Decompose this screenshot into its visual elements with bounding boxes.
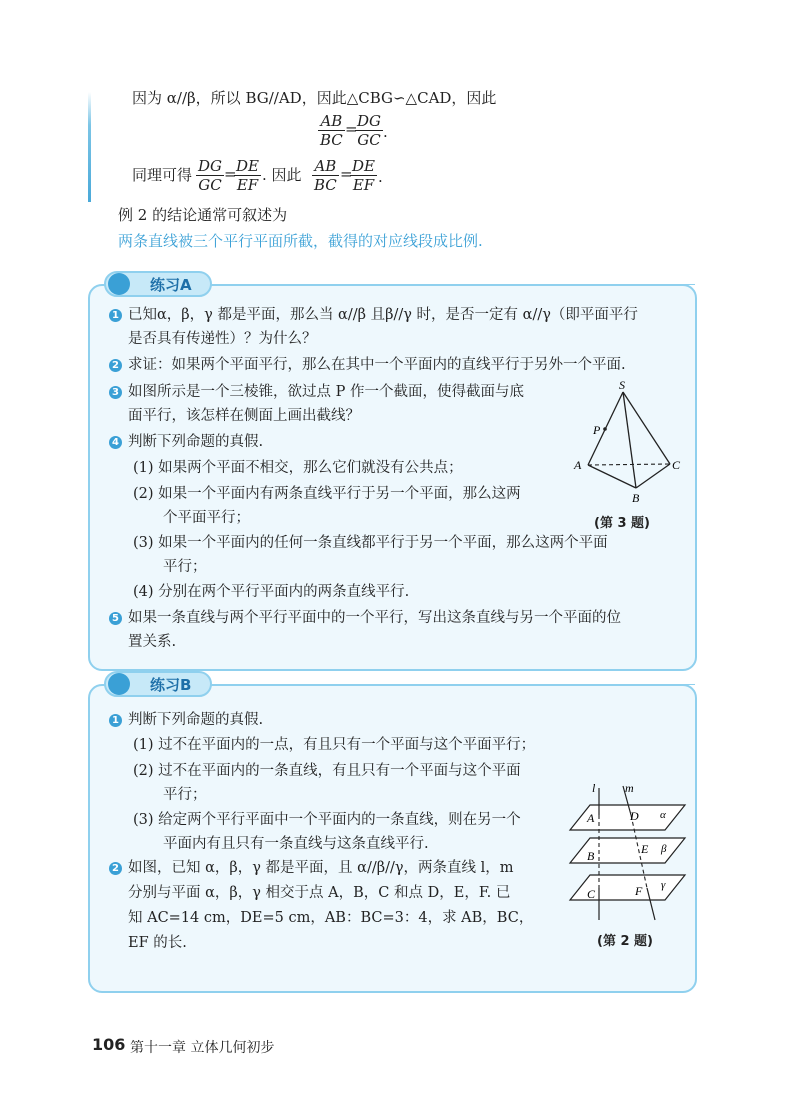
globe-icon <box>108 273 130 295</box>
question-text: 判断下列命题的真假. <box>128 434 264 450</box>
question-number-badge: 2 <box>109 862 122 875</box>
frac-num: DE <box>352 157 375 175</box>
question-text: 如图，已知 α，β，γ 都是平面，且 α//β//γ，两条直线 l，m <box>128 860 514 876</box>
frac-den: GC <box>198 176 222 194</box>
example-summary: 例 2 的结论通常可叙述为 <box>118 206 288 224</box>
question-text: 如图所示是一个三棱锥，欲过点 P 作一个截面，使得截面与底 <box>128 384 524 400</box>
fraction-de-ef <box>234 157 261 194</box>
page-number: 106 <box>92 1035 126 1054</box>
label-b: B <box>587 849 595 863</box>
proof-line-3-mid: . 因此 <box>262 166 302 184</box>
pyramid-figure <box>568 380 688 505</box>
label-a: A <box>574 458 582 472</box>
sub-question: 平面内有且只有一条直线与这条直线平行. <box>163 836 429 852</box>
label-e: E <box>641 842 649 856</box>
question-number-badge: 2 <box>109 359 122 372</box>
practice-a-title: 练习A <box>150 276 192 294</box>
frac-num: DE <box>236 157 259 175</box>
globe-icon <box>108 673 130 695</box>
equals-sign: = <box>345 120 358 138</box>
equals-sign: = <box>224 165 237 183</box>
frac-den: EF <box>236 176 259 194</box>
question-number-badge: 3 <box>109 386 122 399</box>
label-alpha: α <box>660 809 666 821</box>
equals-sign: = <box>340 165 353 183</box>
question-text: 已知α，β，γ 都是平面，那么当 α//β 且β//γ 时，是否一定有 α//γ（即平面平行 <box>128 307 638 323</box>
frac-den: BC <box>314 176 337 194</box>
sub-question: (2) 如果一个平面内有两条直线平行于另一个平面，那么这两 <box>133 486 521 502</box>
sub-question: (3) 给定两个平行平面中一个平面内的一条直线，则在另一个 <box>133 812 521 828</box>
label-p: P <box>593 423 601 437</box>
fraction-de-ef-2 <box>350 157 377 194</box>
margin-accent-bar <box>88 92 91 202</box>
edge-bc <box>636 464 670 488</box>
figure-caption: (第 3 题) <box>594 516 650 531</box>
sub-question: 平行； <box>163 559 207 575</box>
fraction-ab-bc-2 <box>312 157 339 194</box>
proof-line-1: 因为 α//β，所以 BG//AD，因此△CBG∽△CAD，因此 <box>132 89 497 107</box>
fraction-dg-gc-2 <box>196 157 224 194</box>
sub-question: (2) 过不在平面内的一条直线，有且只有一个平面与这个平面 <box>133 763 521 779</box>
edge-ab <box>588 465 636 488</box>
sub-question: (3) 如果一个平面内的任何一条直线都平行于另一个平面，那么这两个平面 <box>133 535 608 551</box>
label-s: S <box>619 380 625 392</box>
question-text: 置关系. <box>128 634 177 650</box>
frac-den: GC <box>357 131 381 149</box>
question-text: 知 AC=14 cm，DE=5 cm，AB：BC=3：4，求 AB，BC， <box>128 910 534 926</box>
question-text: EF 的长. <box>128 935 187 951</box>
frac-num: DG <box>198 157 223 175</box>
point-p <box>603 427 607 431</box>
sub-question: (1) 如果两个平面不相交，那么它们就没有公共点； <box>133 460 463 476</box>
proof-line-3-prefix: 同理可得 <box>132 166 193 184</box>
frac-num: AB <box>318 112 345 131</box>
frac-num: AB <box>312 157 339 176</box>
sub-question: 平行； <box>163 787 207 803</box>
sub-question: (1) 过不在平面内的一点，有且只有一个平面与这个平面平行； <box>133 737 536 753</box>
period: . <box>383 123 388 141</box>
practice-b-rule <box>210 684 695 685</box>
question-text: 判断下列命题的真假. <box>128 712 264 728</box>
label-c: C <box>587 887 596 901</box>
question-text: 是否具有传递性）？为什么？ <box>128 331 317 347</box>
question-text: 求证：如果两个平面平行，那么在其中一个平面内的直线平行于另外一个平面. <box>128 357 626 373</box>
question-text: 分别与平面 α，β，γ 相交于点 A，B，C 和点 D，E，F. 已 <box>128 885 511 901</box>
label-beta: β <box>661 843 667 855</box>
practice-a-rule <box>210 284 695 285</box>
label-b: B <box>632 491 640 505</box>
question-number-badge: 1 <box>109 309 122 322</box>
edge-sb <box>623 392 636 488</box>
question-number-badge: 4 <box>109 436 122 449</box>
frac-num: DG <box>357 112 382 130</box>
sub-question: 个平面平行； <box>163 510 250 526</box>
label-l: l <box>592 781 596 795</box>
label-a: A <box>587 811 595 825</box>
label-gamma: γ <box>661 879 666 891</box>
fraction-ab-bc <box>318 112 345 149</box>
figure-caption: (第 2 题) <box>597 934 653 949</box>
question-number-badge: 5 <box>109 612 122 625</box>
frac-den: EF <box>352 176 375 194</box>
practice-b-title: 练习B <box>150 676 192 694</box>
label-d: D <box>630 809 639 823</box>
question-text: 如果一条直线与两个平行平面中的一个平行，写出这条直线与另一个平面的位 <box>128 610 621 626</box>
label-f: F <box>635 884 643 898</box>
edge-sc <box>623 392 670 464</box>
fraction-dg-gc <box>355 112 383 149</box>
sub-question: (4) 分别在两个平行平面内的两条直线平行. <box>133 584 410 600</box>
conclusion-statement: 两条直线被三个平行平面所截，截得的对应线段成比例. <box>118 232 483 250</box>
period: . <box>378 168 383 186</box>
chapter-title: 第十一章 立体几何初步 <box>130 1040 275 1056</box>
label-m: m <box>625 781 634 795</box>
edge-ac-hidden <box>588 464 670 465</box>
parallel-planes-figure <box>565 780 690 930</box>
question-text: 面平行，该怎样在侧面上画出截线？ <box>128 408 360 424</box>
frac-den: BC <box>320 131 343 149</box>
label-c: C <box>672 458 681 472</box>
question-number-badge: 1 <box>109 714 122 727</box>
